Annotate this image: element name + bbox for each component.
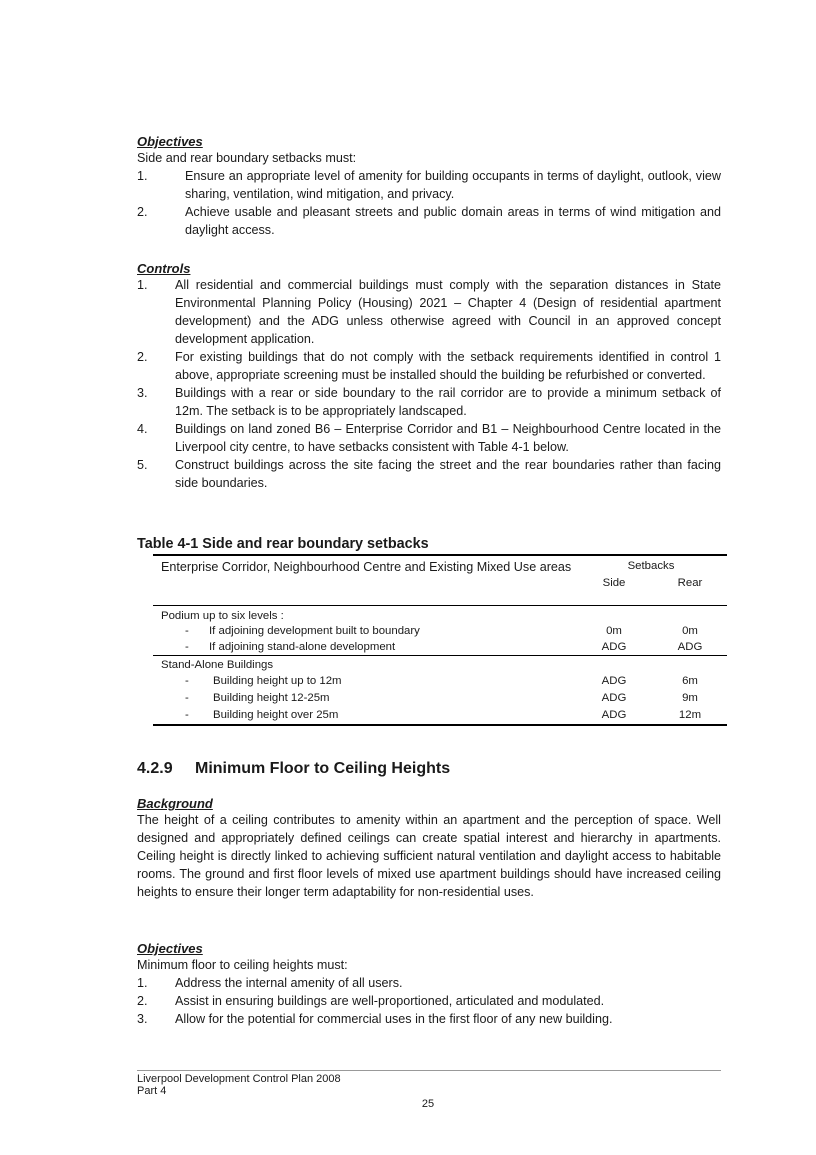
- table-row: - If adjoining development built to boundary 0m 0m: [185, 625, 698, 637]
- table-row: - Building height up to 12m ADG 6m: [185, 675, 698, 687]
- list-item: 4. Buildings on land zoned B6 – Enterprise Corridor and B1 – Neighbourhood Centre located in the Liverpool city centre, to have setbacks consistent with Table 4-1 below.: [137, 422, 721, 454]
- objectives-section-2: [137, 941, 721, 1028]
- objectives-list: [137, 167, 721, 239]
- section-title: Minimum Floor to Ceiling Heights: [195, 760, 451, 777]
- table-header-rear: Rear: [677, 577, 703, 589]
- table-row: - If adjoining stand-alone development ADG ADG: [153, 639, 727, 656]
- table-group-label: Stand-Alone Buildings: [161, 659, 274, 671]
- section-heading: [137, 760, 450, 778]
- list-item: 2. Assist in ensuring buildings are well-proportioned, articulated and modulated.: [137, 994, 605, 1008]
- list-item: 2. Achieve usable and pleasant streets and public domain areas in terms of wind mitigation and daylight access.: [137, 205, 721, 237]
- controls-section: [137, 261, 721, 492]
- list-item: 3. Allow for the potential for commercial uses in the first floor of any new building.: [137, 1012, 613, 1026]
- list-item: 2. For existing buildings that do not comply with the setback requirements identified in control 1 above, appropriate screening must be installed should the building be refurbished or converted.: [137, 350, 721, 382]
- controls-list: [137, 276, 721, 492]
- list-item: 1. Ensure an appropriate level of amenity for building occupants in terms of daylight, outlook, view sharing, ventilation, wind mitigation, and privacy.: [137, 169, 721, 201]
- list-item: 1. Address the internal amenity of all users.: [137, 976, 403, 990]
- background-text: The height of a ceiling contributes to amenity within an apartment and the perception of space. Well designed and appropriately defined ceilings can create spatial interest and hierarchy in apartments. Ceiling height is directly linked to achieving sufficient natural ventilation and daylight access to habitable rooms. The ground and first floor levels of mixed use apartment buildings should have increased ceiling heights to ensure their longer term adaptability for non-residential uses.: [137, 813, 721, 899]
- table-row: - Building height over 25m ADG 12m: [153, 707, 727, 725]
- controls-heading: Controls: [137, 261, 191, 276]
- table-row: - Building height 12-25m ADG 9m: [185, 692, 698, 704]
- objectives-heading: Objectives: [137, 134, 203, 149]
- footer-part: Part 4: [137, 1085, 167, 1097]
- objectives-heading: Objectives: [137, 941, 203, 956]
- table-header-setbacks: Setbacks: [627, 560, 675, 572]
- background-heading: Background: [137, 796, 213, 811]
- page-footer: [137, 1070, 721, 1097]
- table-header-side: Side: [602, 577, 626, 589]
- objectives-list: [137, 974, 721, 1028]
- setbacks-table: [153, 554, 727, 726]
- page-number: 25: [421, 1098, 435, 1110]
- table-title: Table 4-1 Side and rear boundary setbacks: [137, 536, 429, 552]
- list-item: 3. Buildings with a rear or side boundary to the rail corridor are to provide a minimum setback of 12m. The setback is to be appropriately landscaped.: [137, 386, 721, 418]
- table-header-label: Enterprise Corridor, Neighbourhood Centre and Existing Mixed Use areas: [161, 560, 572, 574]
- background-section: [137, 796, 721, 901]
- section-number: 4.2.9: [137, 760, 173, 777]
- objectives-intro: Minimum floor to ceiling heights must:: [137, 958, 348, 972]
- footer-title: Liverpool Development Control Plan 2008: [137, 1073, 341, 1085]
- objectives-intro: Side and rear boundary setbacks must:: [137, 151, 357, 165]
- list-item: 5. Construct buildings across the site facing the street and the rear boundaries rather than facing side boundaries.: [137, 458, 721, 490]
- table-group-label: Podium up to six levels :: [161, 610, 284, 622]
- list-item: 1. All residential and commercial buildings must comply with the separation distances in State Environmental Planning Policy (Housing) 2021 – Chapter 4 (Design of residential apartment development) and the ADG unless otherwise agreed with Council in an approved concept development application.: [137, 278, 721, 346]
- objectives-section: [137, 134, 721, 239]
